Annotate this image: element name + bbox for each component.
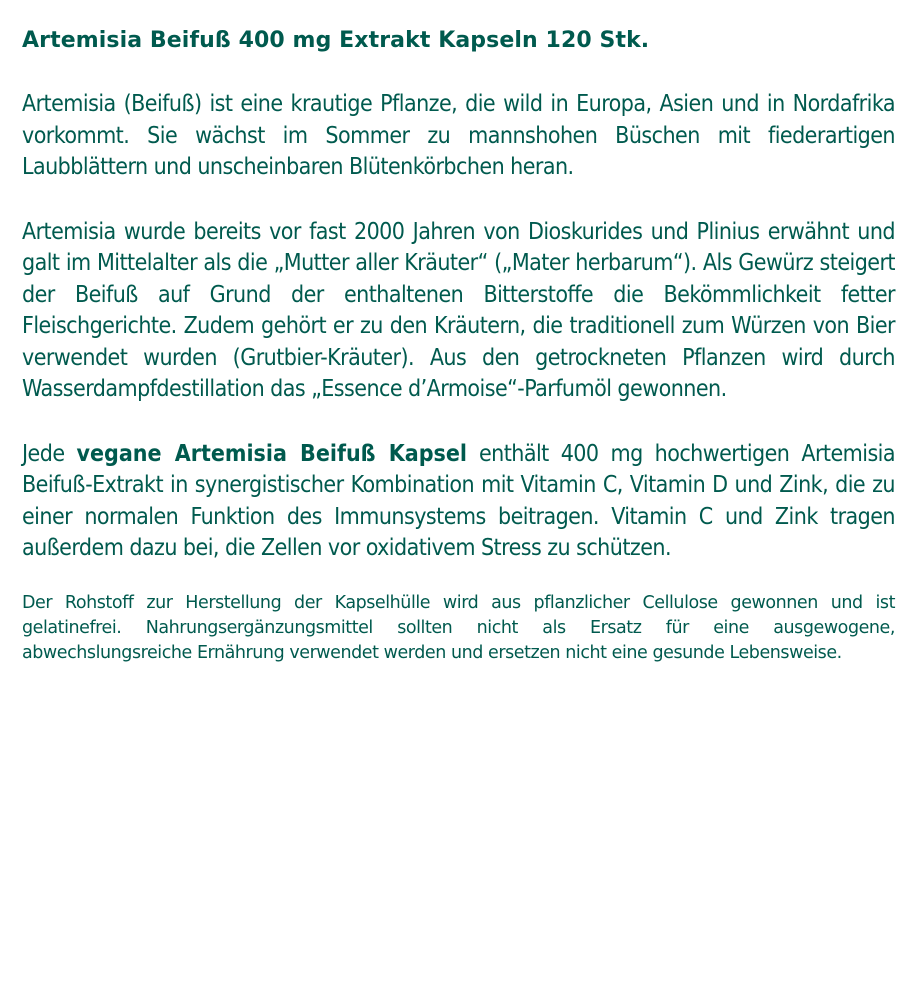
capsule-content-paragraph: [22, 439, 895, 565]
capsule-prefix-text: Jede: [22, 440, 77, 467]
history-paragraph: Artemisia wurde bereits vor fast 2000 Jahren von Dioskurides und Plinius erwähnt und galt im Mittelalter als die „Mutter aller Kräuter“ („Mater herbarum“). Als Gewürz steigert der Beifuß auf Grund der enthaltenen Bitterstoffe die Bekömmlichkeit fetter Fleischgerichte. Zudem gehört er zu den Kräutern, die traditionell zum Würzen von Bier verwendet wurden (Grutbier-Kräuter). Aus den getrockneten Pflanzen wird durch Wasserdampfdestillation das „Essence d’Armoise“-Parfumöl gewonnen.: [22, 218, 895, 402]
intro-paragraph: Artemisia (Beifuß) ist eine krautige Pflanze, die wild in Europa, Asien und in Nordafrika vorkommt. Sie wächst im Sommer zu mannshohen Büschen mit fiederartigen Laubblättern und unscheinbaren Blütenkörbchen heran.: [22, 91, 895, 180]
capsule-highlight-text: vegane Artemisia Beifuß Kapsel: [76, 440, 467, 467]
capsule-suffix-text: enthält 400 mg hochwertigen Artemisia Beifuß-Extrakt in synergistischer Kombination mit Vitamin C, Vitamin D und Zink, die zu einer normalen Funktion des Immunsystems beitragen. Vitamin C und Zink tragen außerdem dazu bei, die Zellen vor oxidativem Stress zu schützen.: [22, 440, 896, 561]
disclaimer-note: Der Rohstoff zur Herstellung der Kapselhülle wird aus pflanzlicher Cellulose gewonnen und ist gelatinefrei. Nahrungsergänzungsmittel sollten nicht als Ersatz für eine ausgewogene, abwechslungsreiche Ernährung verwendet werden und ersetzen nicht eine gesunde Lebensweise.: [22, 592, 895, 663]
product-title: Artemisia Beifuß 400 mg Extrakt Kapseln 120 Stk.: [22, 28, 650, 53]
